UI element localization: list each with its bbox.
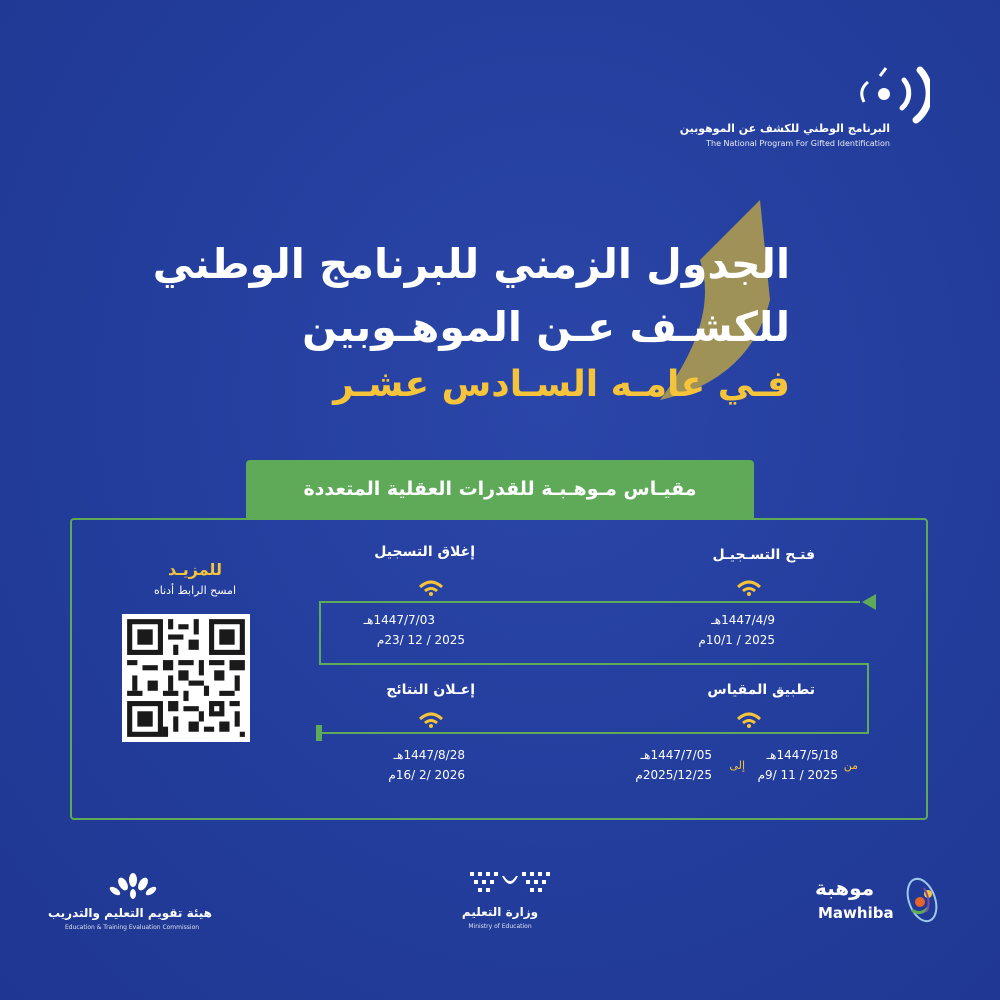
timeline-end-marker [316,725,322,741]
signal-icon [418,580,444,596]
apply-from-word: من [843,759,858,772]
section-tab: مقيـاس مـوهـبـة للقدرات العقلية المتعددة [246,460,754,518]
apply-to-word: إلى [729,759,745,772]
moe-logo-icon [468,870,552,896]
moe-name-english: Ministry of Education [468,923,532,930]
results-gregorian: 2026 /2 /16م [388,768,465,782]
apply-test-label: تطبيق المقياس [707,682,815,698]
title-line-1: الجدول الزمني للبرنامج الوطني [152,240,790,288]
mawhiba-name-english: Mawhiba [818,904,894,922]
qr-subtitle: امسح الرابط أدناه [153,584,237,597]
signal-icon [418,712,444,728]
apply-from-gregorian: 2025 / 11 /9م [757,768,838,782]
etec-logo-icon [108,872,158,902]
qr-title: للمزيـد [168,560,222,579]
close-registration-label: إغلاق التسجيل [374,544,475,560]
close-registration-gregorian: 2025 / 12 /23م [376,633,465,647]
signal-icon [736,580,762,596]
results-hijri: 1447/8/28هـ [393,748,465,762]
etec-name-english: Education & Training Evaluation Commission [64,924,200,931]
signal-icon [736,712,762,728]
title-line-3: فـي عامـه السـادس عشـر [333,364,790,405]
program-logo-arabic: البرنامج الوطني للكشف عن الموهوبين [679,122,890,135]
open-registration-label: فتـح التسـجيـل [712,547,815,563]
moe-name-arabic: وزارة التعليم [461,905,539,919]
mawhiba-name-arabic: موهبة [815,876,875,900]
open-registration-gregorian: 2025 / 10/1م [698,633,775,647]
results-label: إعـلان النتائج [386,682,475,698]
apply-to-gregorian: 2025/12/25م [635,768,712,782]
close-registration-hijri: 1447/7/03هـ [363,613,435,627]
mawhiba-logo-icon [898,872,948,928]
timeline-start-arrow [862,594,876,610]
etec-name-arabic: هيئة تقويم التعليم والتدريب [47,906,212,920]
apply-from-hijri: 1447/5/18هـ [766,748,838,762]
title-line-2: للكشـف عـن الموهـوبين [302,303,790,351]
open-registration-hijri: 1447/4/9هـ [711,613,775,627]
apply-to-hijri: 1447/7/05هـ [640,748,712,762]
program-logo-english: The National Program For Gifted Identification [706,139,890,148]
